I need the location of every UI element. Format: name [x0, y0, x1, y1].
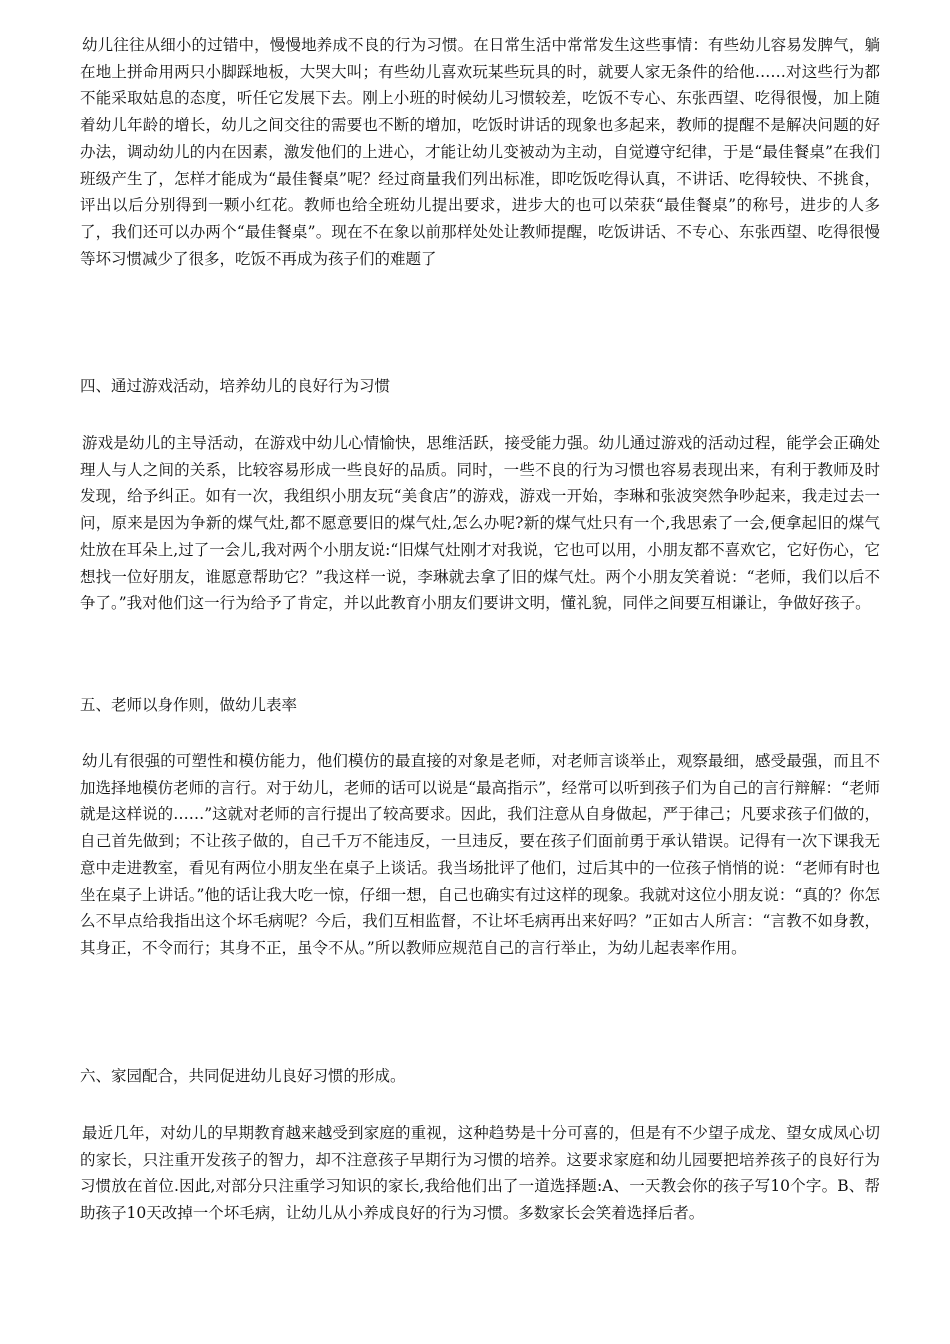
paragraph-home-school: 最近几年，对幼儿的早期教育越来越受到家庭的重视，这种趋势是十分可喜的，但是有不少望子成龙、望女成凤心切的家长，只注重开发孩子的智力，却不注意孩子早期行为习惯的培养。这要求家庭和幼儿园要把培养孩子的良好行为习惯放在首位.因此,对部分只注重学习知识的家长,我给他们出了一道选择题:A、一天教会你的孩子写10个字。B、帮助孩子10天改掉一个坏毛病，让幼儿从小养成良好的行为习惯。多数家长会笑着选择后者。: [80, 1124, 880, 1223]
section-heading-five: 五、老师以身作则，做幼儿表率: [80, 696, 298, 714]
section-heading-four: 四、通过游戏活动，培养幼儿的良好行为习惯: [80, 377, 391, 395]
paragraph-games: 游戏是幼儿的主导活动，在游戏中幼儿心情愉快，思维活跃，接受能力强。幼儿通过游戏的活动过程，能学会正确处理人与人之间的关系，比较容易形成一些良好的品质。同时，一些不良的行为习惯也容易表现出来，有利于教师及时发现，给予纠正。如有一次，我组织小朋友玩“美食店”的游戏，游戏一开始，李琳和张波突然争吵起来，我走过去一问，原来是因为争新的煤气灶,都不愿意要旧的煤气灶,怎么办呢?新的煤气灶只有一个,我思索了一会,便拿起旧的煤气灶放在耳朵上,过了一会儿,我对两个小朋友说:“旧煤气灶刚才对我说，它也可以用，小朋友都不喜欢它，它好伤心，它想找一位好朋友，谁愿意帮助它？”我这样一说，李琳就去拿了旧的煤气灶。两个小朋友笑着说：“老师，我们以后不争了。”我对他们这一行为给予了肯定，并以此教育小朋友们要讲文明，懂礼貌，同伴之间要互相谦让，争做好孩子。: [80, 434, 880, 613]
paragraph-dining-table: 幼儿往往从细小的过错中，慢慢地养成不良的行为习惯。在日常生活中常常发生这些事情：有些幼儿容易发脾气，躺在地上拼命用两只小脚踩地板，大哭大叫；有些幼儿喜欢玩某些玩具的时，就要人家无条件的给他……对这些行为都不能采取姑息的态度，听任它发展下去。刚上小班的时候幼儿习惯较差，吃饭不专心、东张西望、吃得很慢，加上随着幼儿年龄的增长，幼儿之间交往的需要也不断的增加，吃饭时讲话的现象也多起来，教师的提醒不是解决问题的好办法，调动幼儿的内在因素，激发他们的上进心，才能让幼儿变被动为主动，自觉遵守纪律，于是“最佳餐桌”在我们班级产生了，怎样才能成为“最佳餐桌”呢？经过商量我们列出标准，即吃饭吃得认真，不讲话、吃得较快、不挑食，评出以后分别得到一颗小红花。教师也给全班幼儿提出要求，进步大的也可以荣获“最佳餐桌”的称号，进步的人多了，我们还可以办两个“最佳餐桌”。现在不在象以前那样处处让教师提醒，吃饭讲话、不专心、东张西望、吃得很慢等坏习惯减少了很多，吃饭不再成为孩子们的难题了: [80, 36, 880, 268]
paragraph-teacher-example: 幼儿有很强的可塑性和模仿能力，他们模仿的最直接的对象是老师，对老师言谈举止，观察最细，感受最强，而且不加选择地模仿老师的言行。对于幼儿，老师的话可以说是“最高指示”，经常可以听到孩子们为自己的言行辩解：“老师就是这样说的……”这就对老师的言行提出了较高要求。因此，我们注意从自身做起，严于律己；凡要求孩子们做的，自己首先做到；不让孩子做的，自己千万不能违反，一旦违反，要在孩子们面前勇于承认错误。记得有一次下课我无意中走进教室，看见有两位小朋友坐在桌子上谈话。我当场批评了他们，过后其中的一位孩子悄悄的说：“老师有时也坐在桌子上讲话。”他的话让我大吃一惊，仔细一想，自己也确实有过这样的现象。我就对这位小朋友说：“真的？你怎么不早点给我指出这个坏毛病呢？今后，我们互相监督，不让坏毛病再出来好吗？”正如古人所言：“言教不如身教，其身正，不令而行；其身不正，虽令不从。”所以教师应规范自己的言行举止，为幼儿起表率作用。: [80, 752, 880, 957]
section-heading-six: 六、家园配合，共同促进幼儿良好习惯的形成。: [80, 1067, 406, 1085]
